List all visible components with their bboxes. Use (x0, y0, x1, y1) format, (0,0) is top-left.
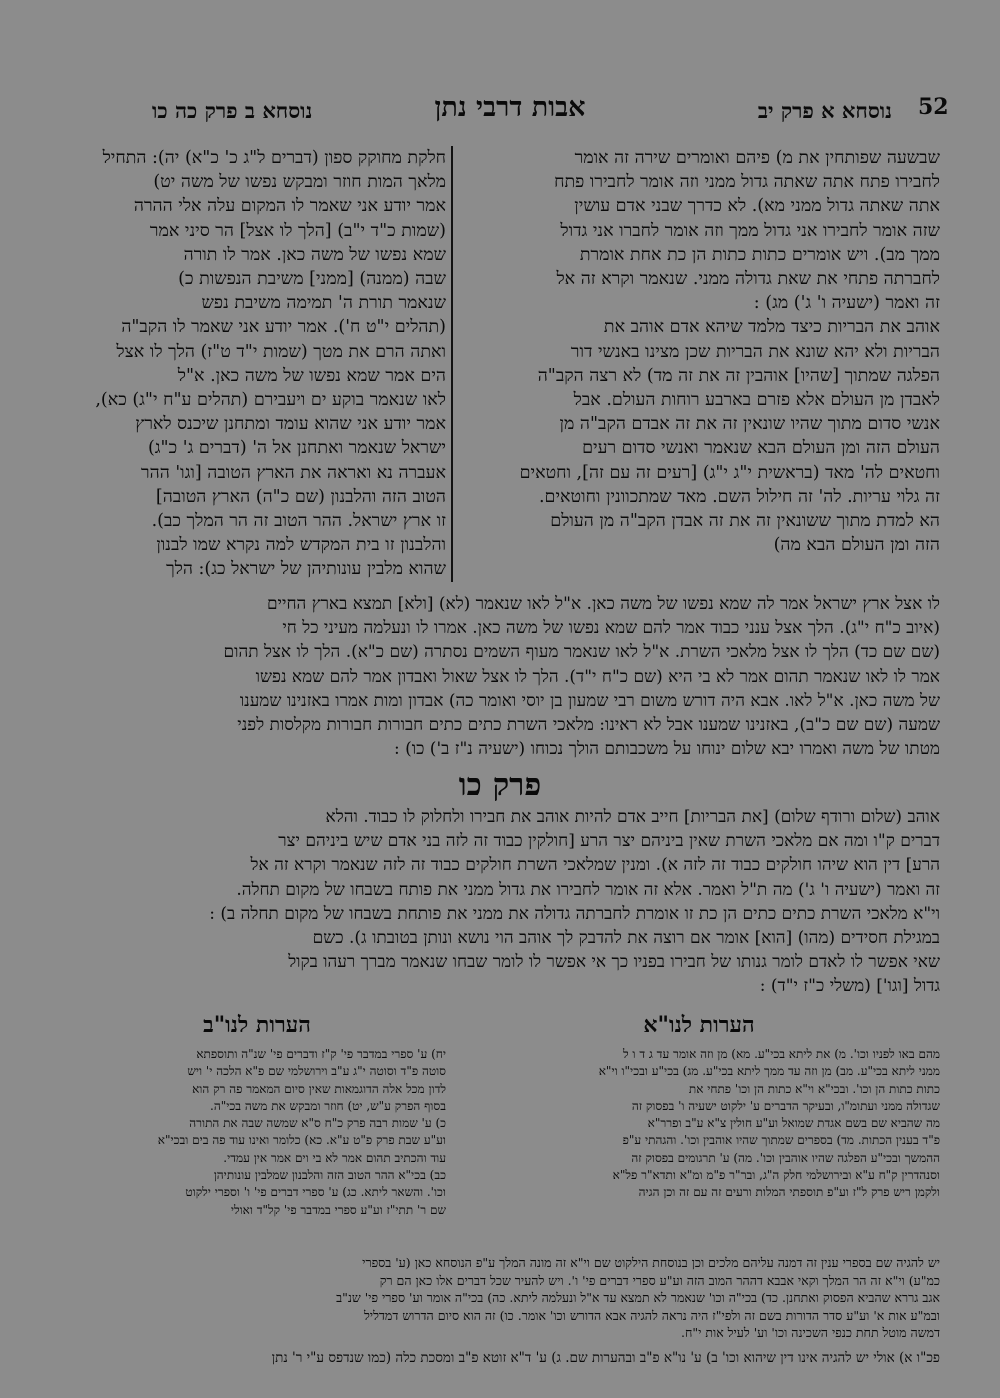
text-line: הטוב הזה והלבנון (שם כ"ה) הארץ הטובה] (155, 486, 446, 507)
text-line: שבה (ממנה) [ממני] משיבת הנפשות כ) (178, 269, 446, 290)
note-line: ובמ"ע אות א' וע"ע סדר הדורות בשם זה ולפי"ז היה נראה להגיה אבא הדורש וכו' אומר. כו) זה הוא סיום הדרוש דמדליל (363, 1307, 940, 1323)
text-line: מלאך המות חוזר ומבקש נפשו של משה יט) (153, 172, 446, 193)
text-line: הרע] דין הוא שיהו חולקים כבוד זה לזה א). ומנין שמלאכי השרת חולקים כבוד זה לזה שנאמר וקרא זה אל (250, 855, 940, 876)
text-line: (איוב כ"ח י"ג). הלך אצל ענני כבוד אמר להם שמא נפשו של משה כאן. אמרו לו ונעלמה מעיני כל חי (282, 618, 940, 639)
running-header (0, 92, 1000, 132)
text-line: לחברתה פתחי את שאת גדולה ממני. שנאמר וקרא זה אל (556, 269, 940, 290)
text-line: אנשי סדום מתוך שהיו שונאין זה את זה אבדם הקב"ה מן (559, 414, 940, 435)
text-line: ואתה הרם את מטך (שמות י"ד ט"ז) הלך לו אצל (116, 341, 446, 362)
text-line: הפלגה שמתוך [שהיו] אוהבין זה את זה מד) לא רצה הקב"ה (537, 365, 940, 386)
note-line: כ) ע' שמות רבה פרק כ"ח ס"א שמשה שבה את התורה (189, 1116, 446, 1131)
notes-a-heading: הערות לנו"א (643, 1012, 755, 1038)
text-line: וחטאים לה' מאד (בראשית י"ג י"ג) [רעים זה עם זה], וחטאים (519, 462, 940, 483)
text-line: שמא נפשו של משה כאן. אמר לו תורה (183, 244, 446, 265)
column-divider (451, 146, 453, 582)
column-version-a (458, 146, 940, 582)
text-line: של משה כאן. א"ל לאו. אבא היה דורש משום רבי שמעון בן יוסי ואומר כה) אבדון ומות אמרו באזנינו שמענו (239, 690, 940, 711)
header-title: אבות דרבי נתן (434, 92, 586, 123)
note-line: בסוף הפרק ע"ש, יט) חוזר ומבקש את משה בכי"ה. (210, 1098, 446, 1113)
note-line: ההמשך ובכי"ע הפלגה שהיו אוהבין וכו'. מה) ע' תרגומים בפסוק זה (631, 1150, 940, 1165)
note-line: שם ר' תתי"ז וע"ע ספרי במדבר פי' קל"ד ואולי (230, 1202, 446, 1217)
note-line: כב) בכי"א ההר הטוב הזה והלבנון שמלבין עונותיהן (213, 1168, 446, 1183)
text-line: וי"א מלאכי השרת כתים כתים הן כת זו אומרת לחברתה גדולה את ממני את פותחת בשבחו של מקום תחלה ב) : (209, 903, 940, 924)
note-line: יש להגיה שם בספרי ענין זה דמנה עליהם מלכים וכן בנוסחת הילקוט שם וי"א זה מונה המלך ע"פ הנוסחא כאן (ע' בספרי (362, 1255, 940, 1270)
text-line: דברים ק"ו ומה אם מלאכי השרת שאין ביניהם יצר הרע [חולקין כבוד זה לזה בני אדם שיש ביניהם יצר (278, 831, 940, 852)
note-line: עוד והכתיב תהום אמר לא בי וים אמר אין עמדי. (223, 1150, 446, 1165)
text-line: (תהלים י"ט ח'). אמר יודע אני שאמר לו הקב"ה (121, 317, 446, 338)
notes-version-a (458, 1046, 940, 1256)
text-line: (שם שם כד) הלך לו אצל מלאכי השרת. א"ל לאו שנאמר מעוף השמים נסתרה (שם כ"א). הלך לו אצל תהום (223, 642, 940, 663)
note-line: אגב גררא שהביא הפסוק ואתחנן. כד) בכי"ה וכו' שנאמר לא תמצא עד א"ל ונעלמה ליתא. כה) בכי"ה אומר וע' ספרי פי' שנ"ב (336, 1290, 940, 1306)
header-right-subtitle: נוסחא א פרק יב (757, 98, 892, 123)
note-line: וע"ע שבת פרק פ"ט ע"א. כא) כלומר ואינו עוד פה בים ובכי"א (157, 1133, 446, 1148)
text-line: אעברה נא ואראה את הארץ הטובה [וגו' ההר (141, 462, 446, 483)
text-line: ממך מב). ויש אומרים כתות כתות הן כת אחת אומרת (579, 244, 940, 265)
text-line: והלבנון זו בית המקדש למה נקרא שמו לבנון (156, 535, 446, 556)
note-line: כמ"ע) וי"א זה הר המלך וקאי אבבא דההר המוב הזה וע"ע ספרי דברים פי' ו'. ויש להעיר שכל דברים אלו כאן הם רק (379, 1272, 940, 1288)
text-line: שבשעה שפותחין את מ) פיהם ואומרים שירה זה אומר (574, 148, 940, 168)
note-line: סוטה פ"ד וסוטה י"ג ע"ב וירושלמי שם פ"א הלכה י' ויש (187, 1064, 446, 1079)
text-line: זה ואמר (ישעיה ו' ג') מה ת"ל ואמר. אלא זה אומר לחבירו את גדול ממני את פותח בשבחו של מקום תחלה. (236, 879, 940, 900)
note-line: כתות כתות הן וכו'. ובכי"א וי"א כתות הן וכו' פתחי את (688, 1081, 940, 1096)
note-line: מהם באו לפניו וכו'. מ) את ליתא בכי"ע. מא) מן וזה אומר עד ג ד ו ל (623, 1047, 940, 1061)
text-line: שזה אומר לחבירו אני גדול ממך וזה אומר לחברו אני גדול (560, 220, 940, 241)
text-line: חלקת מחוקק ספון (דברים ל"ג כ' כ"א) יה): התחיל (102, 148, 446, 168)
note-line: וכו'. והשאר ליתא. כג) ע' ספרי דברים פי' ו' וספרי ילקוט (185, 1185, 446, 1200)
text-line: ישראל שנאמר ואתחנן אל ה' (דברים ג' כ"ג) (147, 438, 446, 459)
notes-b-heading: הערות לנו"ב (203, 1012, 311, 1038)
note-line: ולקמן ריש פרק ל"ז וע"פ תוספתי המלות ורעים זה עם זה וכן הגיה (638, 1185, 940, 1200)
note-line: לדון מכל אלה הדוגמאות שאין סיום המאמר פה רק הוא (192, 1081, 446, 1096)
note-line: ממני ליתא בכי"ע. מב) מן וזה עד ממך ליתא בכי"ע. מג) בכי"ע ובכי"ו וי"א (598, 1064, 940, 1079)
text-line: שהוא מלבין עונותיהן של ישראל כג): הלך (166, 559, 446, 580)
text-line: במגילת חסידים (מהו) [הוא] אומר אם רוצה את להדבק לך אוהב הוי נושא ונותן בטובתו ג). כשם (312, 928, 940, 949)
text-line: לאבדן מן העולם אלא פזרם בארבע רוחות העולם. אבל (573, 390, 940, 411)
text-line: לאו שנאמר בוקע ים ויעבירם (תהלים ע"ח י"ג) כא), (95, 390, 446, 411)
text-line: אוהב את הבריות כיצד מלמד שיהא אדם אוהב את (603, 317, 940, 338)
text-line: (שמות כ"ד י"ב) [הלך לו אצל] הר סיני אמר (149, 220, 446, 241)
text-line: זה ואמר (ישעיה ו' ג') מג) : (753, 293, 940, 314)
text-line: לו אצל ארץ ישראל אמר לה שמא נפשו של משה כאן. א"ל לאו שנאמר (לא) [ולא] תמצא בארץ החיים (266, 594, 940, 614)
text-line: שנאמר תורת ה' תמימה משיבת נפש (201, 293, 446, 314)
text-line: הים אמר שמא נפשו של משה כאן. א"ל (177, 365, 446, 386)
notes-full-width (68, 1254, 940, 1342)
note-line: וסנהדרין ק"ח ע"א ובירושלמי חלק ה"ג, ובר"ר פ"מ ומ"א ותדא"ר פל"א (612, 1168, 940, 1183)
text-line: גדול [וגו'] (משלי כ"ז י"ד) : (759, 976, 940, 997)
text-line: מטתו של משה ואמרו יבא שלום ינוחו על משכבותם הולך נכוחו (ישעיה נ"ז ב') כו) : (393, 739, 940, 760)
note-line: פ"ד בענין הכתות. מד) בספרים שמתוך שהיו אוהבין וכו'. והגהתי ע"פ (622, 1133, 940, 1148)
text-line: העולם הזה ומן העולם הבא שנאמר ואנשי סדום רעים (582, 438, 940, 459)
note-line: דמשה מוטל תחת כנפי השכינה וכו' וע' לעיל אות י"ח. (681, 1325, 940, 1341)
column-version-b (68, 146, 446, 582)
text-line: הבריות ולא יהא שונא את הבריות שכן מצינו באנשי דור (570, 341, 940, 362)
text-line: לחבירו פתח אתה שאתה גדול ממני וזה אומר לחבירו פתח (554, 172, 940, 193)
chapter-footnote: פכ"ו א) אולי יש להגיה אינו דין שיהוא וכו' ב) ע' נו"א פ"ב ובהערות שם. ג) ע' ד"א זוטא פ"ב ומסכת כלה (כמו שנדפס ע"י ר' נתן (271, 1350, 940, 1366)
note-line: יח) ע' ספרי במדבר פי' ק"ז ודברים פי' שנ"ה ותוספתא (196, 1047, 446, 1061)
text-line: זו ארץ ישראל. ההר הטוב זה הר המלך כב). (151, 511, 446, 532)
page-number: 52 (918, 94, 949, 120)
text-line: אמר יודע אני שהוא עומד ומתחנן שיכנס לארץ (135, 414, 446, 435)
text-line: אוהב (שלום ורודף שלום) [את הבריות] חייב אדם להיות אוהב את חבירו ולחלוק לו כבוד. והלא (325, 807, 940, 827)
text-line: אמר יודע אני שאמר לו המקום עלה אלי ההרה (133, 196, 446, 217)
note-line: שגדולה ממני ועתומ"ו, ובעיקר הדברים ע' ילקוט ישעיה ו' בפסוק זה (631, 1098, 940, 1113)
note-line: מה שהביא שם בשם אגדת שמואל וע"ע חולין צ"א ע"ב ופרר"א (647, 1116, 940, 1131)
text-line: הא למדת מתוך ששונאין זה את זה אבדן הקב"ה מן העולם (550, 511, 940, 532)
text-line: אמר לו לאו שנאמר תהום אמר לא בי היא (שם כ"ח י"ד). הלך לו אצל שאול ואבדון אמר להם שמא נפשו (255, 666, 940, 687)
chapter-heading: פרק כו (458, 767, 542, 803)
text-line: שמעה (שם שם כ"ב), באזנינו שמענו אבל לא ראינו: מלאכי השרת כתים כתים חבורות חבורות מקלסות לפני (237, 715, 940, 736)
chapter-text (68, 805, 940, 999)
text-line: אתה שאתה גדול ממני מא). לא כדרך שבני אדם עושין (574, 196, 940, 217)
full-width-text (68, 592, 940, 761)
text-line: שאי אפשר לו לאדם לומר גנותו של חבירו בפניו כך אי אפשר לו לומר שבחו שנאמר מברך רעהו בקול (288, 952, 940, 973)
header-left-subtitle: נוסחא ב פרק כה כו (152, 98, 313, 123)
text-line: הזה ומן העולם הבא מה) (773, 535, 940, 556)
text-line: זה גלוי עריות. לה' זה חילול השם. מאד שמתכוונין וחוטאים. (538, 486, 940, 507)
notes-version-b (68, 1046, 446, 1256)
